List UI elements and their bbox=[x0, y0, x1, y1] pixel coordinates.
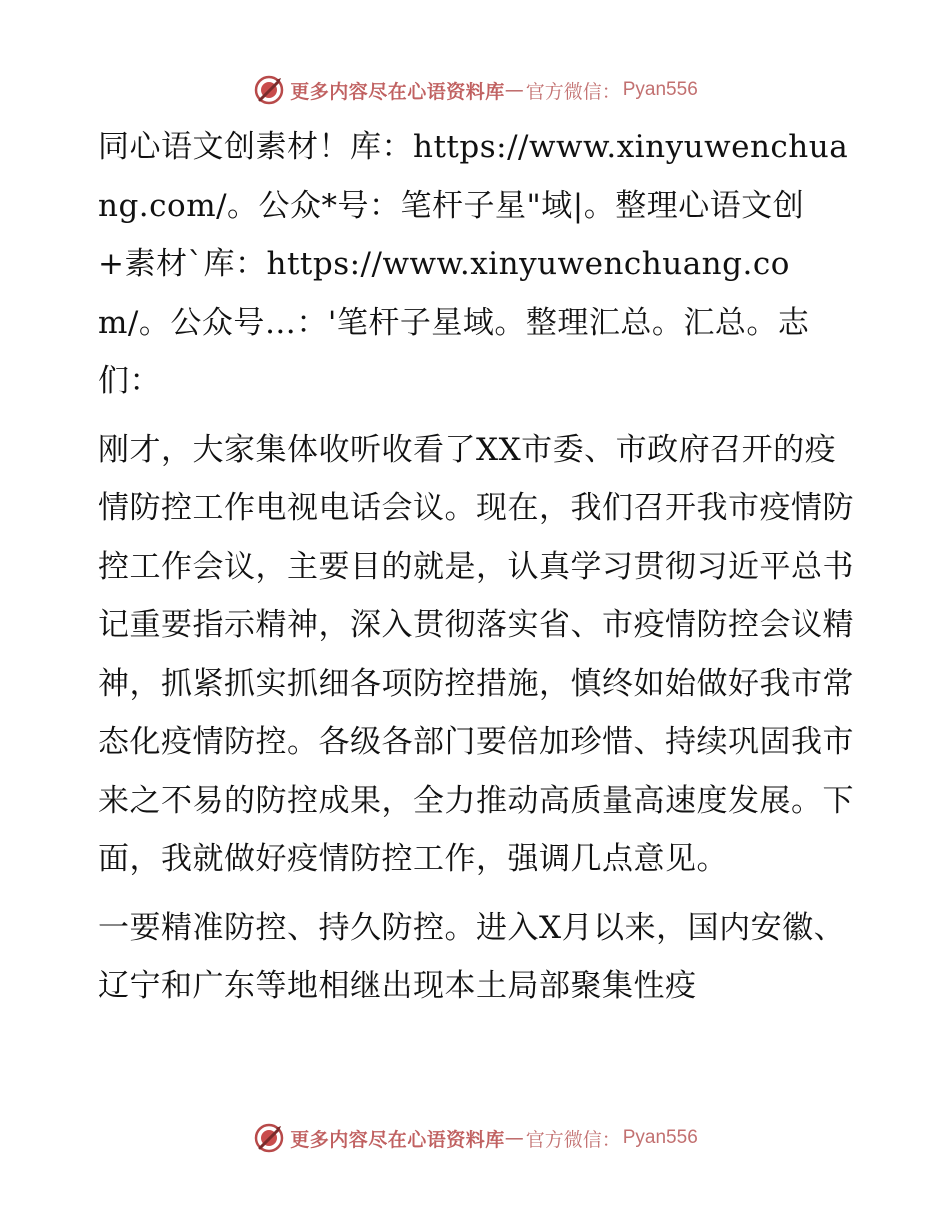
banner-wechat-id: Pyan556 bbox=[622, 79, 698, 100]
banner-wechat-label: 官方微信： bbox=[525, 1128, 621, 1151]
banner-separator: — bbox=[504, 79, 524, 101]
banner-main-text: 更多内容尽在心语资料库 bbox=[290, 80, 505, 103]
pen-circle-logo-icon bbox=[252, 1121, 286, 1155]
paragraph-opening: 刚才，大家集体收听收看了XX市委、市政府召开的疫情防控工作电视电话会议。现在，我们召开我市疫情防控工作会议，主要目的就是，认真学习贯彻习近平总书记重要指示精神，深入贯彻落实省、市疫情防控会议精神，抓紧抓实抓细各项防控措施，慎终如始做好我市常态化疫情防控。各级各部门要倍加珍惜、持续巩固我市来之不易的防控成果，全力推动高质量高速度发展。下面，我就做好疫情防控工作，强调几点意见。 bbox=[98, 431, 854, 877]
paragraph-intro: 同心语文创素材！库：https://www.xinyuwenchuang.com/。公众*号：笔杆子星"域|。整理心语文创+素材`库：https://www.xinyuwenchuang.com/。公众号…：'笔杆子星域。整理汇总。汇总。志们： bbox=[98, 129, 849, 399]
document-body bbox=[98, 118, 858, 1026]
banner-separator: — bbox=[504, 1127, 524, 1149]
paragraph-point-one: 一要精准防控、持久防控。进入X月以来，国内安徽、辽宁和广东等地相继出现本土局部聚集性疫 bbox=[98, 909, 846, 1004]
banner-main-text: 更多内容尽在心语资料库 bbox=[290, 1128, 505, 1151]
pen-circle-logo-icon bbox=[252, 73, 286, 107]
banner-wechat-id: Pyan556 bbox=[622, 1127, 698, 1148]
header-watermark-banner bbox=[0, 70, 950, 110]
footer-watermark-banner bbox=[0, 1118, 950, 1158]
banner-wechat-label: 官方微信： bbox=[525, 80, 621, 103]
